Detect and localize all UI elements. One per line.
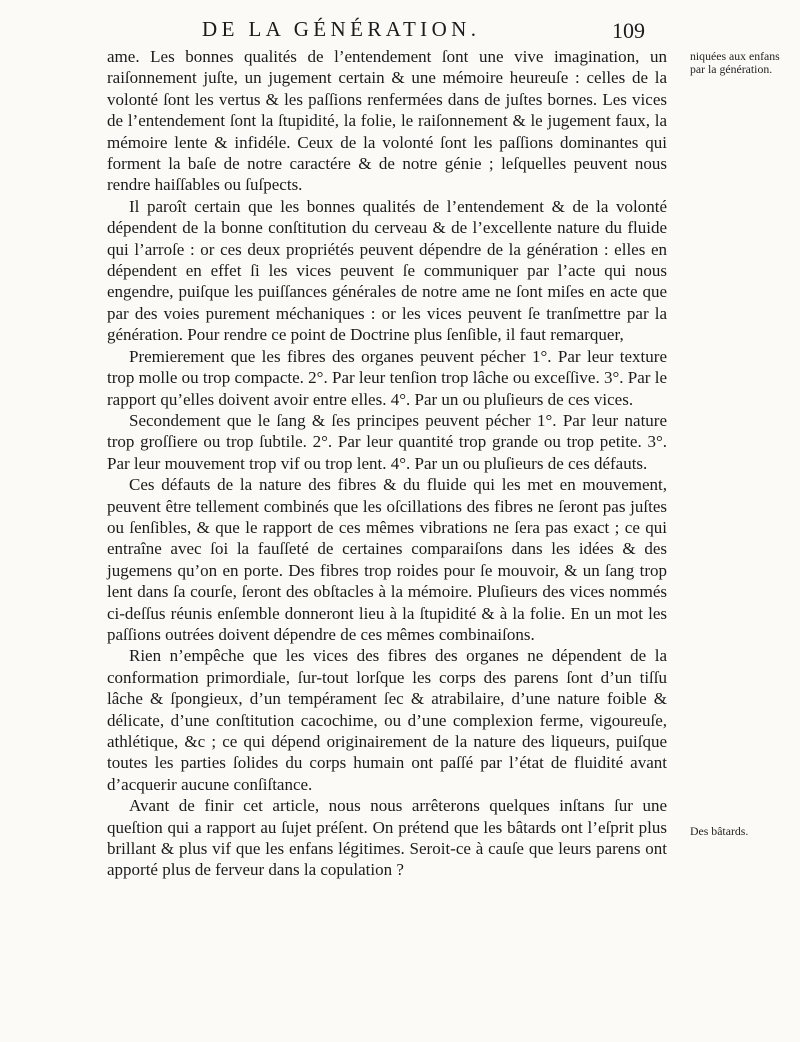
body-text xyxy=(107,46,667,881)
paragraph: Il paroît certain que les bonnes qualités de l’entendement & de la volonté dépendent de la bonne conſtitution du cerveau & de l’excellente nature du fluide qui l’arroſe : or ces deux propriétés peuvent dépendre de la génération : elles en dépendent en effet ſi les vices peuvent ſe communiquer par l’acte qui nous engendre, puiſque les puiſſances générales de notre ame ne ſont miſes en acte que par des voies purement méchaniques : or les vices peuvent ſe tranſmettre par la génération. Pour rendre ce point de Doctrine plus ſenſible, il faut remarquer, xyxy=(107,196,667,345)
paragraph: Secondement que le ſang & ſes principes peuvent pécher 1°. Par leur nature trop groſſiere ou trop ſubtile. 2°. Par leur quantité trop grande ou trop petite. 3°. Par leur mouvement trop vif ou trop lent. 4°. Par un ou pluſieurs de ces défauts. xyxy=(107,410,667,473)
paragraph: Avant de finir cet article, nous nous arrêterons quelques inſtans ſur une queſtion qui a rapport au ſujet préſent. On prétend que les bâtards ont l’eſprit plus brillant & plus vif que les enfans légitimes. Seroit-ce à cauſe que leurs parens ont apporté plus de ferveur dans la copulation ? xyxy=(107,796,667,880)
paragraph: Premierement que les fibres des organes peuvent pécher 1°. Par leur texture trop molle ou trop compacte. 2°. Par leur tenſion trop lâche ou exceſſive. 3°. Par le rapport qu’elles doivent avoir entre elles. 4°. Par un ou pluſieurs de ces vices. xyxy=(107,346,667,409)
page-number: 109 xyxy=(612,18,645,43)
margin-note-bastards: Des bâtards. xyxy=(690,824,749,838)
paragraph: ame. Les bonnes qualités de l’entendement ſont une vive imagination, un raiſonnement juſte, un jugement certain & une mémoire heureuſe : celles de la volonté ſont les vertus & les paſſions renfermées dans de juſtes bornes. Les vices de l’entendement ſont la ſtupidité, la folie, le raiſonnement & le jugement faux, la mémoire lente & infidéle. Ceux de la volonté ſont les paſſions dominantes qui forment la baſe de notre caractére & de notre génie ; leſquelles peuvent nous rendre haiſſables ou ſuſpects. xyxy=(107,47,667,195)
running-header: DE LA GÉNÉRATION. xyxy=(202,17,481,41)
margin-note-heredity: niquées aux enfans par la génération. xyxy=(690,49,780,77)
paragraph: Ces défauts de la nature des fibres & du fluide qui les met en mouvement, peuvent être tellement combinés que les oſcillations des fibres ne ſeront pas juſtes ou ſenſibles, & que le rapport de ces mêmes vibrations ne ſera pas exact ; ce qui entraîne avec ſoi la fauſſeté de certaines comparaiſons dans les idées & des jugemens qu’on en porte. Des fibres trop roides pour ſe mouvoir, & un ſang trop lent dans ſa courſe, ſeront des obſtacles à la mémoire. Pluſieurs des vices nommés ci-deſſus réunis enſemble donneront lieu à la ſtupidité & à la folie. En un mot les paſſions outrées doivent dépendre de ces mêmes combinaiſons. xyxy=(107,475,667,644)
paragraph: Rien n’empêche que les vices des fibres des organes ne dépendent de la conformation primordiale, ſur-tout lorſque les corps des parens ſont d’un tiſſu lâche & ſpongieux, d’un tempérament ſec & atrabilaire, d’une nature foible & délicate, d’une conſtitution cacochime, ou d’une complexion ferme, vigoureuſe, athlétique, &c ; ce qui dépend originairement de la nature des liqueurs, puiſque toutes les parties ſolides du corps humain ont paſſé par l’état de fluidité avant d’acquerir aucune conſiſtance. xyxy=(107,646,667,794)
